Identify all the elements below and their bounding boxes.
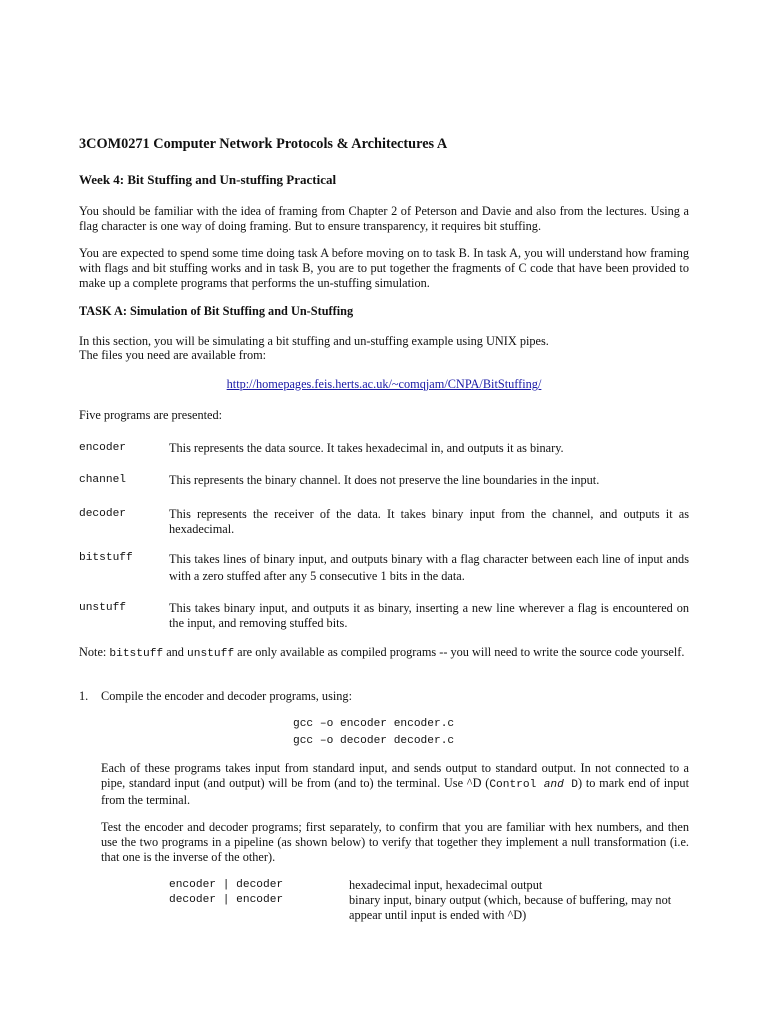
program-description: This takes binary input, and outputs it as binary, inserting a new line wherever a flag is encountered on the input, and removing stuffed bits. bbox=[169, 601, 689, 630]
page-title: 3COM0271 Computer Network Protocols & Architectures A bbox=[79, 136, 448, 152]
files-url-container bbox=[79, 377, 689, 392]
program-description: This represents the receiver of the data. It takes binary input from the channel, and outputs it as hexadecimal. bbox=[169, 507, 689, 536]
compile-commands bbox=[293, 716, 454, 750]
program-name: channel bbox=[79, 474, 126, 486]
pipeline-description: hexadecimal input, hexadecimal output bbox=[349, 878, 543, 892]
task-a-line-1: In this section, you will be simulating a bit stuffing and un-stuffing example using UNIX pipes. bbox=[79, 334, 549, 348]
pipeline-command: decoder | encoder bbox=[169, 894, 284, 906]
control-key: Control bbox=[489, 779, 537, 791]
program-name: unstuff bbox=[79, 602, 126, 614]
note-program-unstuff: unstuff bbox=[187, 648, 235, 660]
program-name: bitstuff bbox=[79, 552, 133, 564]
and-word: and bbox=[536, 779, 572, 791]
note-mid: and bbox=[163, 645, 188, 659]
step-number: 1. bbox=[79, 689, 89, 703]
program-description: This represents the binary channel. It does not preserve the line boundaries in the input. bbox=[169, 473, 600, 487]
para-text: ) to mark end of input from the terminal. bbox=[101, 776, 689, 807]
para-text: Each of these programs takes input from standard input, and sends output to standard output. In not connected to a pipe, standard input (and output) will be from (and to) the terminal. Use ^D ( bbox=[101, 761, 689, 790]
note-prefix: Note: bbox=[79, 645, 110, 659]
d-key: D bbox=[571, 779, 578, 791]
code-line: gcc –o decoder decoder.c bbox=[293, 735, 455, 747]
task-a-line-2: The files you need are available from: bbox=[79, 348, 267, 362]
practical-subtitle: Week 4: Bit Stuffing and Un-stuffing Practical bbox=[79, 172, 337, 187]
step-1-paragraph-2: Test the encoder and decoder programs; first separately, to confirm that you are familiar with hex numbers, and then use the two programs in a pipeline (as shown below) to verify that together they implement a null transformation (i.e. that one is the inverse of the other). bbox=[101, 820, 689, 864]
files-url-link[interactable]: http://homepages.feis.herts.ac.uk/~comqjam/CNPA/BitStuffing/ bbox=[226, 377, 542, 391]
task-a-heading: TASK A: Simulation of Bit Stuffing and Un-Stuffing bbox=[79, 304, 354, 318]
intro-paragraph-2: You are expected to spend some time doing task A before moving on to task B. In task A, you will understand how framing with flags and bit stuffing works and in task B, you are to put together the fragments of C code that have been provided to make up a complete programs that performs the un-stuffing simulation. bbox=[79, 246, 689, 290]
step-text: Compile the encoder and decoder programs, using: bbox=[101, 689, 352, 703]
pipeline-description: binary input, binary output (which, because of buffering, may not appear until input is ended with ^D) bbox=[349, 893, 672, 922]
step-1-paragraph-1 bbox=[101, 761, 689, 808]
programs-intro: Five programs are presented: bbox=[79, 408, 223, 422]
code-line: gcc –o encoder encoder.c bbox=[293, 718, 455, 730]
program-description: This takes lines of binary input, and outputs binary with a flag character between each line of input ands with a zero stuffed after any 5 consecutive 1 bits in the data. bbox=[169, 552, 689, 583]
note-suffix: are only available as compiled programs -- you will need to write the source code yourself. bbox=[234, 645, 685, 659]
note-program-bitstuff: bitstuff bbox=[109, 648, 164, 660]
program-name: encoder bbox=[79, 442, 126, 454]
program-description: This represents the data source. It takes hexadecimal in, and outputs it as binary. bbox=[169, 441, 564, 455]
note-paragraph bbox=[79, 645, 689, 662]
pipeline-command: encoder | decoder bbox=[169, 879, 284, 891]
program-name: decoder bbox=[79, 508, 126, 520]
intro-paragraph-1: You should be familiar with the idea of framing from Chapter 2 of Peterson and Davie and also from the lectures. Using a flag character is one way of doing framing. But to ensure transparency, it requires bit stuffing. bbox=[79, 204, 689, 233]
